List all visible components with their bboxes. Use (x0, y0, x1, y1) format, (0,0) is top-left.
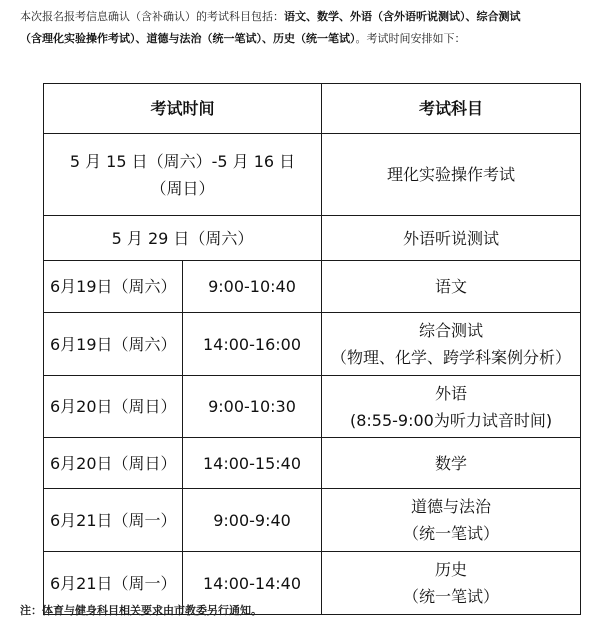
exam-subject (322, 438, 581, 489)
exam-subject (322, 134, 581, 216)
exam-date: 6月20日（周日） (44, 376, 183, 438)
exam-time: 9:00-10:30 (183, 376, 322, 438)
exam-subject (322, 313, 581, 376)
exam-date: 6月19日（周六） (44, 261, 183, 313)
subject-line: 外语听说测试 (403, 228, 500, 248)
table-row (44, 261, 581, 313)
subject-line: (8:55-9:00为听力试音时间) (349, 410, 553, 430)
exam-date: 5 月 29 日（周六） (44, 216, 322, 261)
table-row (44, 134, 581, 216)
exam-time: 9:00-9:40 (183, 489, 322, 552)
table-row (44, 376, 581, 438)
exam-date: 5 月 15 日（周六）-5 月 16 日（周日） (44, 134, 322, 216)
exam-time: 14:00-15:40 (183, 438, 322, 489)
subject-line: （统一笔试） (403, 524, 500, 543)
exam-subject (322, 261, 581, 313)
exam-schedule-table (43, 83, 581, 615)
subject-line: 外语 (435, 383, 468, 403)
subject-line: 历史 (435, 560, 468, 579)
subject-line: （统一笔试） (403, 587, 500, 606)
header-exam-time: 考试时间 (44, 84, 322, 134)
exam-time: 9:00-10:40 (183, 261, 322, 313)
intro-prefix: 本次报名报考信息确认（含补确认）的考试科目包括： (20, 10, 284, 23)
subject-line: 道德与法治 (411, 497, 492, 516)
table-row (44, 489, 581, 552)
header-exam-subject: 考试科目 (322, 84, 581, 134)
exam-subject (322, 216, 581, 261)
intro-subjects-line1: 语文、数学、外语（含外语听说测试）、综合测试 (284, 10, 521, 23)
exam-subject (322, 552, 581, 615)
exam-date: 6月19日（周六） (44, 313, 183, 376)
intro-suffix: 。考试时间安排如下： (355, 32, 466, 45)
exam-date: 6月20日（周日） (44, 438, 183, 489)
subject-line: 理化实验操作考试 (387, 165, 516, 184)
intro-paragraph (20, 6, 592, 50)
subject-line: （物理、化学、跨学科案例分析） (331, 348, 572, 367)
intro-subjects-line2: （含理化实验操作考试）、道德与法治（统一笔试）、历史（统一笔试） (20, 32, 356, 45)
exam-subject (322, 376, 581, 438)
table-row (44, 313, 581, 376)
table-header-row (44, 84, 581, 134)
exam-subject (322, 489, 581, 552)
subject-line: 数学 (435, 453, 468, 473)
table-row (44, 438, 581, 489)
exam-date: 6月21日（周一） (44, 489, 183, 552)
subject-line: 综合测试 (419, 321, 484, 340)
exam-date: 6月21日（周一） (44, 552, 183, 615)
exam-time: 14:00-14:40 (183, 552, 322, 615)
footnote: 注：体育与健身科目相关要求由市教委另行通知。 (20, 604, 262, 617)
table-row (44, 216, 581, 261)
subject-line: 语文 (435, 277, 468, 296)
exam-time: 14:00-16:00 (183, 313, 322, 376)
